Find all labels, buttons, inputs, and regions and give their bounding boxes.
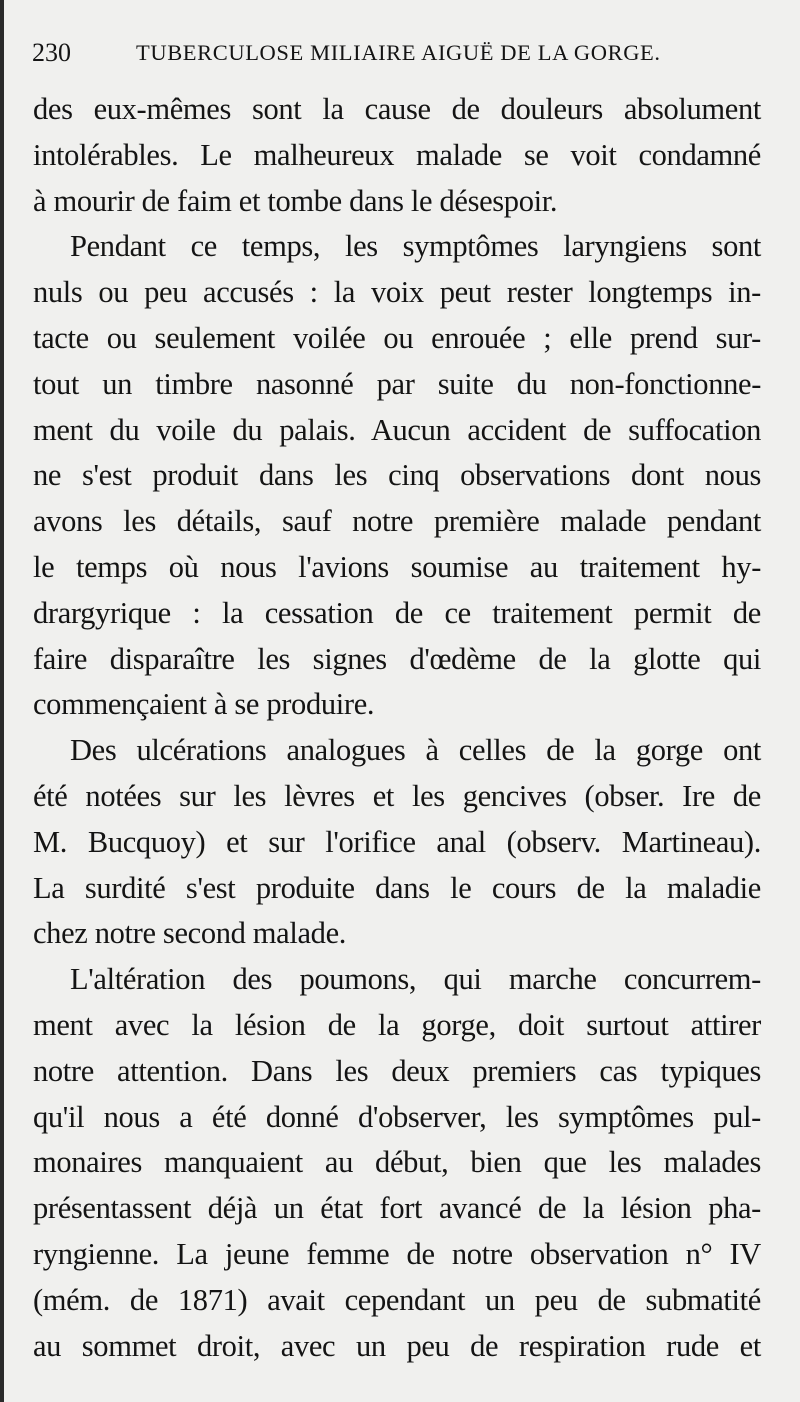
text-line: des eux-mêmes sont la cause de douleurs absolument (33, 92, 761, 126)
text-line: Pendant ce temps, les symptômes laryngiens sont (70, 229, 761, 264)
text-line: ment avec la lésion de la gorge, doit surtout attirer (33, 1007, 761, 1042)
paragraph (33, 87, 761, 224)
paragraph (33, 957, 761, 1369)
text-line: faire disparaître les signes d'œdème de la glotte qui (33, 641, 761, 676)
text-line: commençaient à se produire. (33, 687, 375, 722)
text-line: qu'il nous a été donné d'observer, les symptômes pul- (33, 1099, 761, 1134)
text-line: L'altération des poumons, qui marche concurrem- (70, 962, 761, 997)
text-line: ryngienne. La jeune femme de notre observation n° IV (33, 1236, 761, 1271)
page-number: 230 (32, 38, 71, 67)
running-head: TUBERCULOSE MILIAIRE AIGUË DE LA GORGE. (136, 40, 661, 65)
text-line: ne s'est produit dans les cinq observations dont nous (33, 458, 761, 493)
text-line: Des ulcérations analogues à celles de la gorge ont (70, 733, 761, 768)
text-line: tout un timbre nasonné par suite du non-fonctionne- (33, 366, 761, 401)
text-line: le temps où nous l'avions soumise au traitement hy- (33, 549, 761, 584)
text-line: avons les détails, sauf notre première malade pendant (33, 504, 761, 539)
text-line: à mourir de faim et tombe dans le désespoir. (33, 183, 558, 218)
text-line: présentassent déjà un état fort avancé de la lésion pha- (33, 1191, 761, 1226)
text-line: La surdité s'est produite dans le cours de la maladie (33, 870, 761, 905)
text-line: (mém. de 1871) avait cependant un peu de submatité (33, 1282, 761, 1317)
text-line: au sommet droit, avec un peu de respiration rude et (33, 1328, 761, 1363)
text-line: notre attention. Dans les deux premiers cas typiques (33, 1053, 761, 1088)
text-line: chez notre second malade. (33, 916, 347, 951)
text-line: nuls ou peu accusés : la voix peut rester longtemps in- (33, 275, 761, 310)
text-line: intolérables. Le malheureux malade se voit condamné (33, 137, 761, 172)
text-line: ment du voile du palais. Aucun accident de suffocation (33, 412, 761, 447)
page-left-edge (0, 0, 4, 1402)
text-line: tacte ou seulement voilée ou enrouée ; elle prend sur- (33, 320, 761, 355)
paragraph (33, 224, 761, 728)
text-line: drargyrique : la cessation de ce traitement permit de (33, 595, 761, 630)
text-line: été notées sur les lèvres et les gencives (obser. Ire de (33, 778, 761, 813)
text-line: M. Bucquoy) et sur l'orifice anal (observ. Martineau). (33, 824, 761, 859)
page-header (32, 38, 762, 78)
text-line: monaires manquaient au début, bien que les malades (33, 1145, 761, 1180)
body-text (33, 87, 761, 1369)
paragraph (33, 728, 761, 957)
